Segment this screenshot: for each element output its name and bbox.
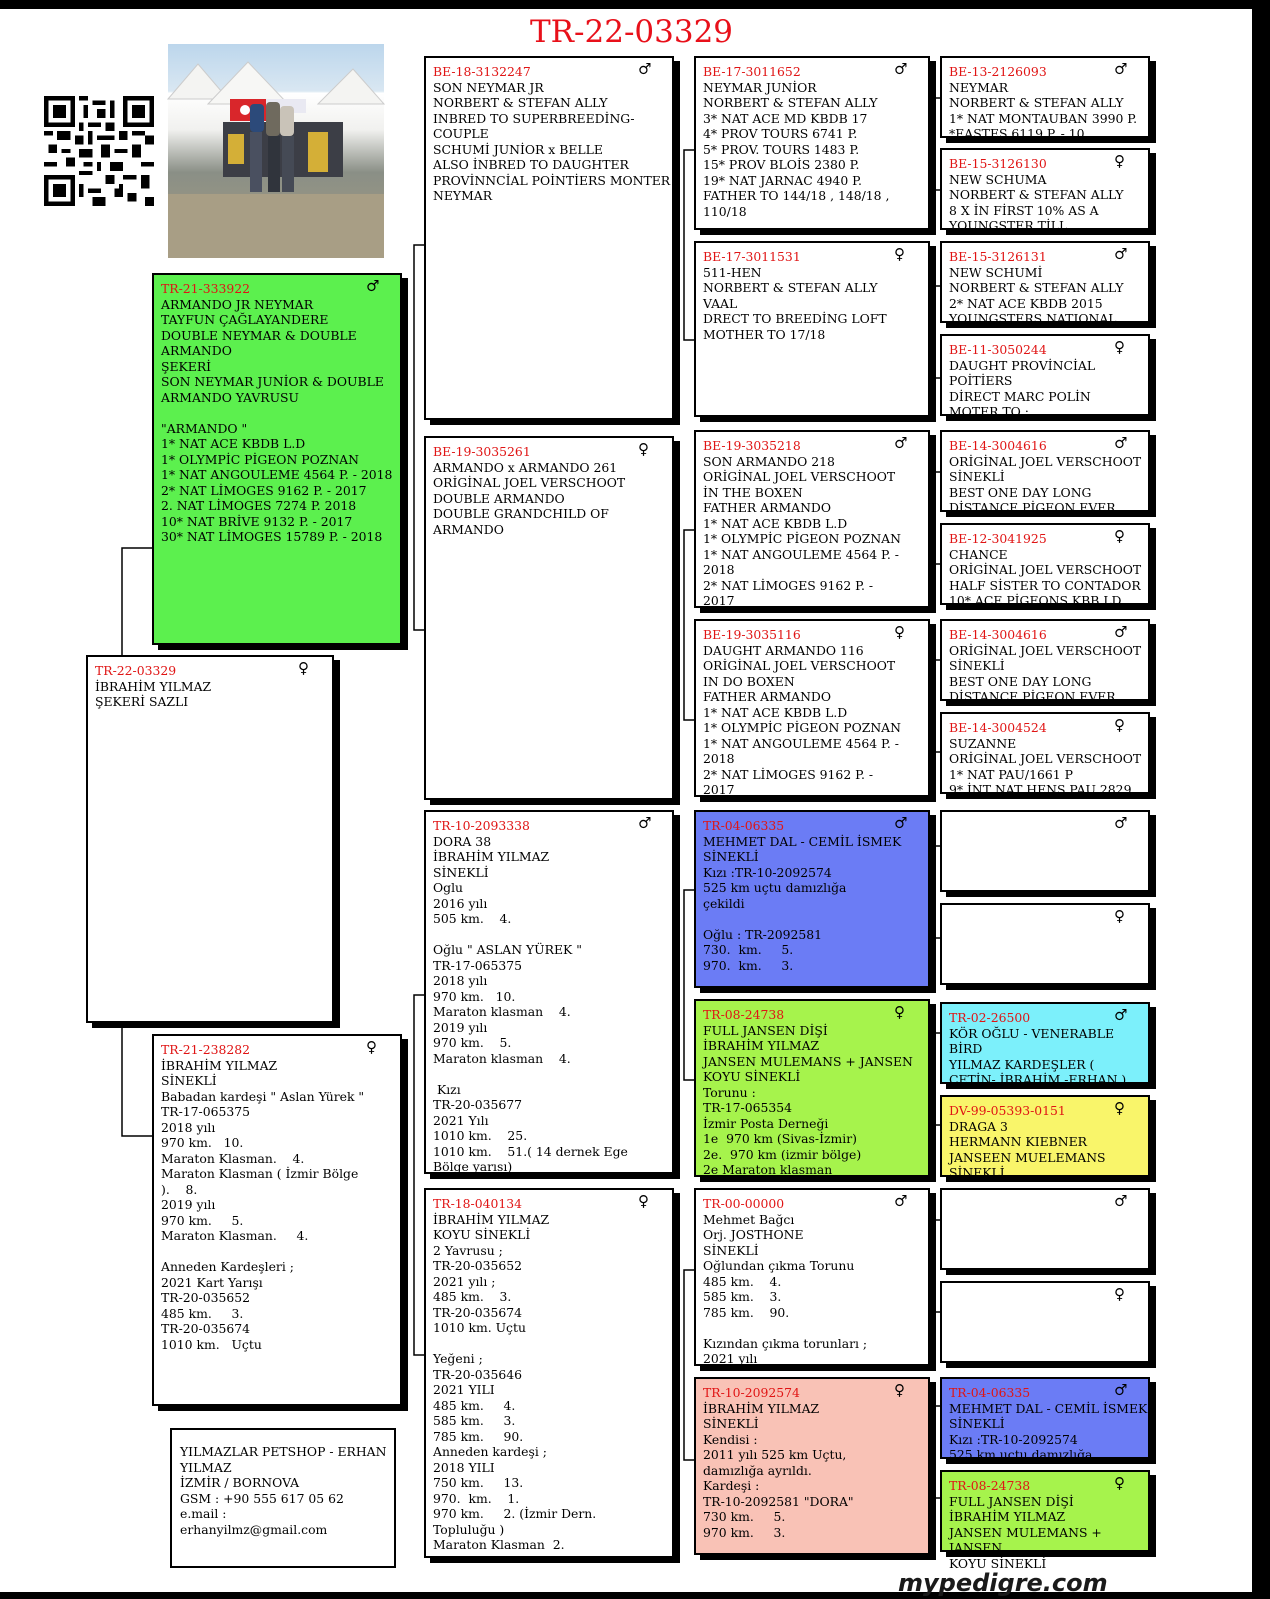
pigeon-details: ORİGİNAL JOEL VERSCHOOT SİNEKLİ BEST ONE DAY LONG DİSTANCE PİGEON EVER bbox=[949, 453, 1142, 515]
male-icon: ♂ bbox=[894, 814, 908, 832]
male-icon: ♂ bbox=[1114, 814, 1128, 832]
female-icon: ♀ bbox=[894, 623, 905, 641]
pigeon-details: DRAGA 3 HERMANN KIEBNER JANSEEN MUELEMANS SİNEKLİ bbox=[949, 1118, 1106, 1180]
ring-number: BE-19-3035116 bbox=[703, 627, 801, 642]
ring-number: TR-00-00000 bbox=[703, 1196, 785, 1211]
pigeon-details: FULL JANSEN DİŞİ İBRAHİM YILMAZ JANSEN MULEMANS + JANSEN KOYU SİNEKLİ Torunu : TR-17-065354 İzmir Posta Derneği 1e 970 km (Sivas-İzmir) 2e. 970 km (izmir bölge) 2e Maraton klasman bbox=[703, 1022, 913, 1177]
ring-number: TR-21-333922 bbox=[161, 281, 251, 296]
pigeon-card-sss[interactable] bbox=[694, 56, 930, 230]
pigeon-details: KÖR OĞLU - VENERABLE BİRD YILMAZ KARDEŞLER ( ÇETİN- İBRAHİM -ERHAN ) bbox=[949, 1025, 1127, 1087]
pigeon-details: İBRAHİM YILMAZ SİNEKLİ Babadan kardeşi " Aslan Yürek " TR-17-065375 2018 yılı 970 km. 10. Maraton Klasman. 4. Maraton Klasman ( İzmir Bölge ). 8. 2019 yılı 970 km. 5. Maraton Klasman. 4. Anneden Kardeşleri ; 2021 Kart Yarışı TR-20-035652 485 km. 3. TR-20-035674 1010 km. Uçtu bbox=[161, 1057, 365, 1352]
pigeon-card-g10[interactable] bbox=[940, 903, 1150, 985]
pigeon-details: CHANCE ORİGİNAL JOEL VERSCHOOT HALF SİSTER TO CONTADOR 10* ACE PİGEONS KBB LD bbox=[949, 546, 1142, 608]
pigeon-details: NEYMAR NORBERT & STEFAN ALLY 1* NAT MONTAUBAN 3990 P. *EASTES 6119 P. - 10 bbox=[949, 79, 1138, 141]
pigeon-card-g5[interactable] bbox=[940, 430, 1150, 515]
female-icon: ♀ bbox=[638, 1192, 649, 1210]
pigeon-details: MEHMET DAL - CEMİL İSMEK SİNEKLİ Kızı :TR-10-2092574 525 km uçtu damızlığa bbox=[949, 1400, 1148, 1462]
pigeon-card-g4[interactable] bbox=[940, 334, 1150, 419]
pigeon-card-g15[interactable] bbox=[940, 1377, 1150, 1462]
pigeon-card-g11[interactable] bbox=[940, 1002, 1150, 1087]
female-icon: ♀ bbox=[1114, 1474, 1125, 1492]
female-icon: ♀ bbox=[1114, 1285, 1125, 1303]
female-icon: ♀ bbox=[1114, 1099, 1125, 1117]
ring-number: BE-19-3035218 bbox=[703, 438, 801, 453]
pigeon-card-dds[interactable] bbox=[694, 1188, 930, 1366]
ring-number: BE-15-3126130 bbox=[949, 156, 1047, 171]
male-icon: ♂ bbox=[1114, 245, 1128, 263]
ring-number: TR-18-040134 bbox=[433, 1196, 523, 1211]
male-icon: ♂ bbox=[894, 60, 908, 78]
pigeon-card-g13[interactable] bbox=[940, 1188, 1150, 1270]
male-icon: ♂ bbox=[1114, 1192, 1128, 1210]
pigeon-details: DORA 38 İBRAHİM YILMAZ SİNEKLİ Oglu 2016 yılı 505 km. 4. Oğlu " ASLAN YÜREK " TR-17-065375 2018 yılı 970 km. 10. Maraton klasman 4. 2019 yılı 970 km. 5. Maraton klasman 4. Kızı TR-20-035677 2021 Yılı 1010 km. 25. 1010 km. 51.( 14 dernek Ege Bölge yarısı) bbox=[433, 833, 628, 1174]
pigeon-card-g3[interactable] bbox=[940, 241, 1150, 326]
female-icon: ♀ bbox=[1114, 716, 1125, 734]
pigeon-card-g9[interactable] bbox=[940, 810, 1150, 892]
female-icon: ♀ bbox=[1114, 527, 1125, 545]
male-icon: ♂ bbox=[1114, 434, 1128, 452]
ring-number: TR-02-26500 bbox=[949, 1010, 1031, 1025]
male-icon: ♂ bbox=[1114, 1006, 1128, 1024]
female-icon: ♀ bbox=[894, 245, 905, 263]
female-icon: ♀ bbox=[298, 659, 309, 677]
ring-number: TR-08-24738 bbox=[703, 1007, 785, 1022]
male-icon: ♂ bbox=[894, 434, 908, 452]
pigeon-card-g16[interactable] bbox=[940, 1470, 1150, 1571]
pigeon-card-sds[interactable] bbox=[694, 430, 930, 608]
pigeon-card-dd[interactable] bbox=[424, 1188, 674, 1558]
ring-number: BE-17-3011531 bbox=[703, 249, 801, 264]
pigeon-card-main[interactable] bbox=[86, 655, 334, 1023]
pigeon-details: ARMANDO x ARMANDO 261 ORİGİNAL JOEL VERSCHOOT DOUBLE ARMANDO DOUBLE GRANDCHILD OF ARMANDO bbox=[433, 459, 626, 537]
pigeon-details: İBRAHİM YILMAZ SİNEKLİ Kendisi : 2011 yılı 525 km Uçtu, damızlığa ayrıldı. Kardeşi : TR-10-2092581 "DORA" 730 km. 5. 970 km. 3. bbox=[703, 1400, 854, 1540]
pigeon-details: ARMANDO JR NEYMAR TAYFUN ÇAĞLAYANDERE DOUBLE NEYMAR & DOUBLE ARMANDO ŞEKERİ SON NEYMAR JUNİOR & DOUBLE ARMANDO YAVRUSU "ARMANDO " 1* NAT ACE KBDB L.D 1* OLYMPİC PİGEON POZNAN 1* NAT ANGOULEME 4564 P. - 2018 2* NAT LİMOGES 9162 P. - 2017 2. NAT LİMOGES 7274 P. 2018 10* NAT BRİVE 9132 P. - 2017 30* NAT LİMOGES 15789 P. - 2018 bbox=[161, 296, 393, 544]
pigeon-card-g14[interactable] bbox=[940, 1281, 1150, 1363]
ring-number: TR-21-238282 bbox=[161, 1042, 251, 1057]
ring-number: BE-18-3132247 bbox=[433, 64, 531, 79]
ring-number: TR-04-06335 bbox=[949, 1385, 1031, 1400]
pigeon-details: NEYMAR JUNİOR NORBERT & STEFAN ALLY 3* NAT ACE MD KBDB 17 4* PROV TOURS 6741 P. 5* PROV. TOURS 1483 P. 15* PROV BLOİS 2380 P. 19* NAT JARNAC 4940 P. FATHER TO 144/18 , 148/18 , 110/18 bbox=[703, 79, 890, 219]
pigeon-details: FULL JANSEN DİŞİ İBRAHİM YILMAZ JANSEN MULEMANS + JANSEN KOYU SİNEKLİ bbox=[949, 1493, 1102, 1571]
pigeon-details: MEHMET DAL - CEMİL İSMEK SİNEKLİ Kızı :TR-10-2092574 525 km uçtu damızlığa çekildi Oğlu : TR-2092581 730. km. 5. 970. km. 3. bbox=[703, 833, 902, 973]
pigeon-card-sdd[interactable] bbox=[694, 619, 930, 797]
pigeon-card-g12[interactable] bbox=[940, 1095, 1150, 1180]
male-icon: ♂ bbox=[638, 60, 652, 78]
ring-number: BE-17-3011652 bbox=[703, 64, 801, 79]
pigeon-details: 511-HEN NORBERT & STEFAN ALLY VAAL DRECT TO BREEDİNG LOFT MOTHER TO 17/18 bbox=[703, 264, 887, 342]
ring-number: BE-14-3004524 bbox=[949, 720, 1047, 735]
site-logo[interactable]: mypedigre.com bbox=[898, 1569, 1108, 1597]
pigeon-details: İBRAHİM YILMAZ ŞEKERİ SAZLI bbox=[95, 678, 212, 709]
female-icon: ♀ bbox=[894, 1381, 905, 1399]
ring-number: TR-10-2092574 bbox=[703, 1385, 800, 1400]
pigeon-card-ds[interactable] bbox=[424, 810, 674, 1174]
pigeon-details: SON NEYMAR JR NORBERT & STEFAN ALLY INBRED TO SUPERBREEDİNG-COUPLE SCHUMİ JUNİOR x BELLE ALSO İNBRED TO DAUGHTER PROVİNNCİAL POİNTİERS MONTER NEYMAR bbox=[433, 79, 671, 203]
pigeon-card-ddd[interactable] bbox=[694, 1377, 930, 1555]
female-icon: ♀ bbox=[1114, 338, 1125, 356]
pigeon-details: NEW SCHUMİ NORBERT & STEFAN ALLY 2* NAT ACE KBDB 2015 YOUNGSTERS NATIONAL bbox=[949, 264, 1124, 326]
male-icon: ♂ bbox=[1114, 1381, 1128, 1399]
ring-number: BE-14-3004616 bbox=[949, 627, 1047, 642]
male-icon: ♂ bbox=[1114, 623, 1128, 641]
ring-number: TR-22-03329 bbox=[95, 663, 177, 678]
pigeon-card-g2[interactable] bbox=[940, 148, 1150, 233]
breeder-contact-info: YILMAZLAR PETSHOP - ERHAN YILMAZ İZMİR / BORNOVA GSM : +90 555 617 05 62 e.mail : erhanyilmz@gmail.com bbox=[170, 1428, 396, 1568]
ring-number: TR-10-2093338 bbox=[433, 818, 530, 833]
pigeon-card-ssd[interactable] bbox=[694, 241, 930, 417]
ring-number: TR-08-24738 bbox=[949, 1478, 1031, 1493]
pigeon-card-ss[interactable] bbox=[424, 56, 674, 420]
ring-number: BE-13-2126093 bbox=[949, 64, 1047, 79]
female-icon: ♀ bbox=[1114, 907, 1125, 925]
pigeon-details: SON ARMANDO 218 ORİGİNAL JOEL VERSCHOOT İN THE BOXEN FATHER ARMANDO 1* NAT ACE KBDB L.D 1* OLYMPİC PİGEON POZNAN 1* NAT ANGOULEME 4564 P. - 2018 2* NAT LİMOGES 9162 P. - 2017 bbox=[703, 453, 901, 608]
pigeon-details: Mehmet Bağcı Orj. JOSTHONE SİNEKLİ Oğlundan çıkma Torunu 485 km. 4. 585 km. 3. 785 km. 90. Kızından çıkma torunları ; 2021 yılı bbox=[703, 1211, 868, 1366]
ring-number: BE-14-3004616 bbox=[949, 438, 1047, 453]
ring-number: BE-15-3126131 bbox=[949, 249, 1047, 264]
pigeon-details: DAUGHT PROVİNCİAL POİTİERS DİRECT MARC POLİN MOTER TO : bbox=[949, 357, 1096, 419]
ring-number: BE-19-3035261 bbox=[433, 444, 531, 459]
ring-number: BE-11-3050244 bbox=[949, 342, 1047, 357]
pigeon-card-g8[interactable] bbox=[940, 712, 1150, 797]
pigeon-details: NEW SCHUMA NORBERT & STEFAN ALLY 8 X İN FİRST 10% AS A YOUNGSTER TİLL bbox=[949, 171, 1124, 233]
pigeon-card-dsd[interactable] bbox=[694, 999, 930, 1177]
pigeon-details: ORİGİNAL JOEL VERSCHOOT SİNEKLİ BEST ONE DAY LONG DİSTANCE PİGEON EVER bbox=[949, 642, 1142, 704]
pigeon-card-g6[interactable] bbox=[940, 523, 1150, 608]
female-icon: ♀ bbox=[1114, 152, 1125, 170]
pigeon-card-dam[interactable] bbox=[152, 1034, 402, 1406]
female-icon: ♀ bbox=[638, 440, 649, 458]
pigeon-details: DAUGHT ARMANDO 116 ORİGİNAL JOEL VERSCHOOT IN DO BOXEN FATHER ARMANDO 1* NAT ACE KBDB L.D 1* OLYMPİC PİGEON POZNAN 1* NAT ANGOULEME 4564 P. - 2018 2* NAT LİMOGES 9162 P. - 2017 bbox=[703, 642, 901, 797]
male-icon: ♂ bbox=[1114, 60, 1128, 78]
pigeon-card-dss[interactable] bbox=[694, 810, 930, 988]
male-icon: ♂ bbox=[894, 1192, 908, 1210]
pigeon-details: SUZANNE ORİGİNAL JOEL VERSCHOOT 1* NAT PAU/1661 P 9* İNT NAT HENS PAU 2829 bbox=[949, 735, 1142, 797]
ring-number: TR-04-06335 bbox=[703, 818, 785, 833]
female-icon: ♀ bbox=[894, 1003, 905, 1021]
male-icon: ♂ bbox=[638, 814, 652, 832]
ring-number: DV-99-05393-0151 bbox=[949, 1103, 1066, 1118]
pedigree-title: TR-22-03329 bbox=[530, 14, 734, 50]
ring-number: BE-12-3041925 bbox=[949, 531, 1047, 546]
pigeon-card-sire[interactable] bbox=[152, 273, 402, 645]
pigeon-details: İBRAHİM YILMAZ KOYU SİNEKLİ 2 Yavrusu ; TR-20-035652 2021 yılı ; 485 km. 3. TR-20-035674 1010 km. Uçtu Yeğeni ; TR-20-035646 2021 YILI 485 km. 4. 585 km. 3. 785 km. 90. Anneden kardeşi ; 2018 YILI 750 km. 13. 970. km. 1. 970 km. 2. (İzmir Dern. Topluluğu ) Maraton Klasman 2. bbox=[433, 1211, 597, 1552]
male-icon: ♂ bbox=[366, 277, 380, 295]
pigeon-card-sd[interactable] bbox=[424, 436, 674, 800]
pigeon-card-g1[interactable] bbox=[940, 56, 1150, 141]
female-icon: ♀ bbox=[366, 1038, 377, 1056]
pigeon-card-g7[interactable] bbox=[940, 619, 1150, 704]
